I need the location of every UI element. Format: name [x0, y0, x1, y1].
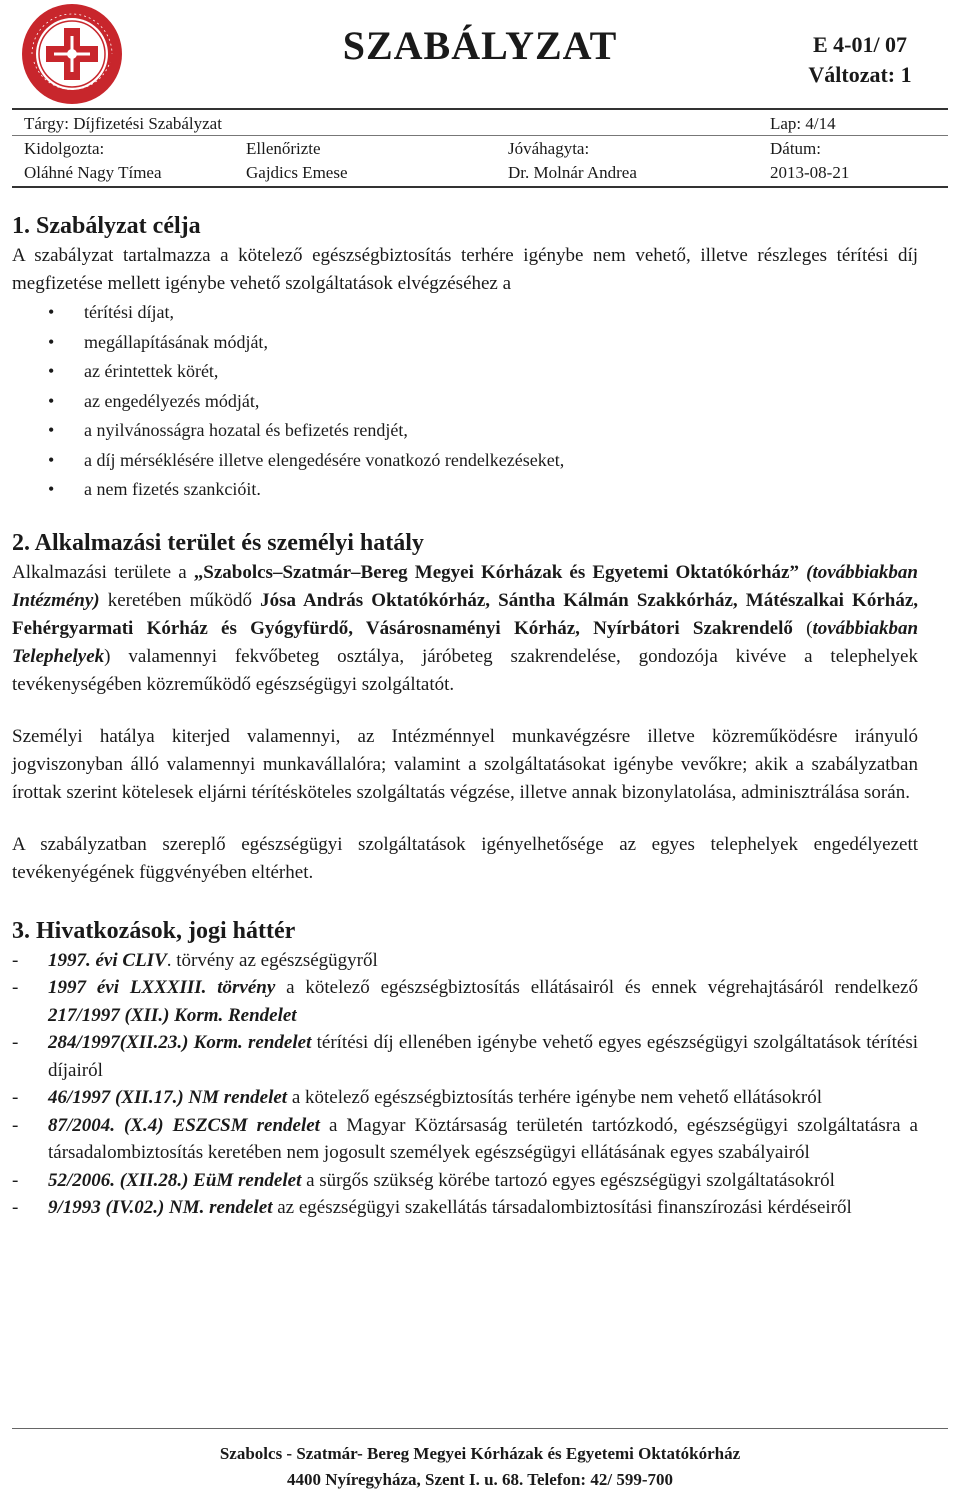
- prepared-block: [24, 137, 162, 185]
- page-footer: [0, 1441, 960, 1493]
- document-body: [12, 210, 918, 1222]
- doc-version: Változat: 1: [808, 62, 912, 87]
- checked-by: Gajdics Emese: [246, 163, 348, 182]
- date-block: [770, 137, 849, 185]
- section-2-paragraph-2: Személyi hatálya kiterjed valamennyi, az Intézménnyel munkavégzésre illetve közreműködésre irányuló jogviszonyban álló valamennyi munkavállalóra; valamint a szolgáltatásokat igénybe vevőkre; akik a szabályzatban írottak szerint kötelesek eljárni térítésköteles szolgáltatás végzése, illetve annak bizonylatolása, adminisztrálása során.: [12, 725, 918, 803]
- bullet-item: • a díj mérséklésére illetve elengedésére vonatkozó rendelkezéseket,: [12, 446, 918, 476]
- page-number: Lap: 4/14: [770, 114, 836, 133]
- section-2-paragraph-3: A szabályzatban szereplő egészségügyi szolgáltatások igényelhetősége az egyes telephelyek engedélyezett tevékenyégének függvényében eltérhet.: [12, 833, 918, 883]
- doc-code: E 4-01/ 07: [812, 32, 908, 57]
- bullet-item: • a nyilvánosságra hozatal és befizetés rendjét,: [12, 416, 918, 446]
- document-title: SZABÁLYZAT: [342, 23, 618, 68]
- section-1-intro: A szabályzat tartalmazza a kötelező egészségbiztosítás terhére igénybe nem vehető, illetve részleges térítési díj megfizetése mellett igénybe vehető szolgáltatások elvégzéséhez a: [12, 245, 918, 294]
- footer-address: 4400 Nyíregyháza, Szent I. u. 68. Telefon: 42/ 599-700: [287, 1470, 673, 1489]
- footer-organization: Szabolcs - Szatmár- Bereg Megyei Kórházak és Egyetemi Oktatókórház: [219, 1444, 741, 1463]
- reference-item: - 284/1997(XII.23.) Korm. rendelet térítési díj ellenében igénybe vehető egyes egészségügyi szolgáltatások térítési díjairól: [12, 1032, 918, 1081]
- hospital-logo: [12, 2, 132, 107]
- document-subject: Tárgy: Díjfizetési Szabályzat: [24, 114, 222, 133]
- approved-by: Dr. Molnár Andrea: [508, 163, 637, 182]
- section-2-heading: 2. Alkalmazási terület és személyi hatály: [12, 529, 424, 556]
- reference-item: - 9/1993 (IV.02.) NM. rendelet az egészségügyi szakellátás társadalombiztosítási finanszírozási kérdéseiről: [12, 1197, 852, 1218]
- reference-item: - 87/2004. (X.4) ESZCSM rendelet a Magyar Köztársaság területén tartózkodó, egészségügyi szolgáltatásra a társadalombiztosítás keretében nem jogosult személyek egészségügyi ellátásának egyes szabályairól: [12, 1114, 918, 1163]
- footer-divider: [12, 1428, 948, 1429]
- checked-block: [246, 137, 348, 185]
- checked-label: Ellenőrizte: [246, 139, 321, 158]
- document-code: [770, 30, 950, 90]
- bullet-item: • térítési díjat,: [12, 298, 918, 328]
- section-1-bullets: [12, 298, 918, 505]
- reference-list: [12, 947, 918, 1222]
- date-value: 2013-08-21: [770, 163, 850, 182]
- reference-item: - 1997 évi LXXXIII. törvény a kötelező egészségbiztosítás ellátásairól és ennek végrehajtásáról rendelkező 217/1997 (XII.) Korm. Rendelet: [12, 977, 918, 1026]
- section-3-heading: 3. Hivatkozások, jogi háttér: [12, 917, 296, 944]
- bullet-item: • a nem fizetés szankcióit.: [12, 475, 918, 505]
- prepared-by: Oláhné Nagy Tímea: [24, 163, 162, 182]
- bullet-item: • az érintettek körét,: [12, 357, 918, 387]
- prepared-label: Kidolgozta:: [24, 139, 105, 158]
- approved-block: [508, 137, 637, 185]
- header-divider: [12, 108, 948, 110]
- reference-item: - 52/2006. (XII.28.) EüM rendelet a sürgős szükség körébe tartozó egyes egészségügyi szolgáltatásokról: [12, 1169, 835, 1191]
- date-label: Dátum:: [770, 139, 821, 158]
- section-2-paragraph-1: Alkalmazási területe a „Szabolcs–Szatmár–Bereg Megyei Kórházak és Egyetemi Oktatókórház” (továbbiakban Intézmény) keretében működő Jósa András Oktatókórház, Sántha Kálmán Szakkórház, Mátészalkai Kórház, Fehérgyarmati Kórház és Gyógyfürdő, Vásárosnaményi Kórház, Nyírbátori Szakrendelő (továbbiakban Telephelyek) valamennyi fekvőbeteg osztálya, járóbeteg szakrendelése, gondozója kivéve a telephelyek tevékenységében közreműködő egészségügyi szolgáltatót.: [12, 561, 919, 695]
- header-divider-3: [12, 186, 948, 188]
- approved-label: Jóváhagyta:: [508, 139, 590, 158]
- reference-item: - 46/1997 (XII.17.) NM rendelet a kötelező egészségbiztosítás terhére igénybe nem vehető ellátásokról: [12, 1087, 823, 1108]
- header-divider-2: [12, 135, 948, 136]
- section-1-heading: 1. Szabályzat célja: [12, 213, 201, 239]
- bullet-item: • az engedélyezés módját,: [12, 387, 918, 417]
- reference-item: - 1997. évi CLIV. törvény az egészségügyről: [12, 949, 378, 971]
- bullet-item: • megállapításának módját,: [12, 328, 918, 358]
